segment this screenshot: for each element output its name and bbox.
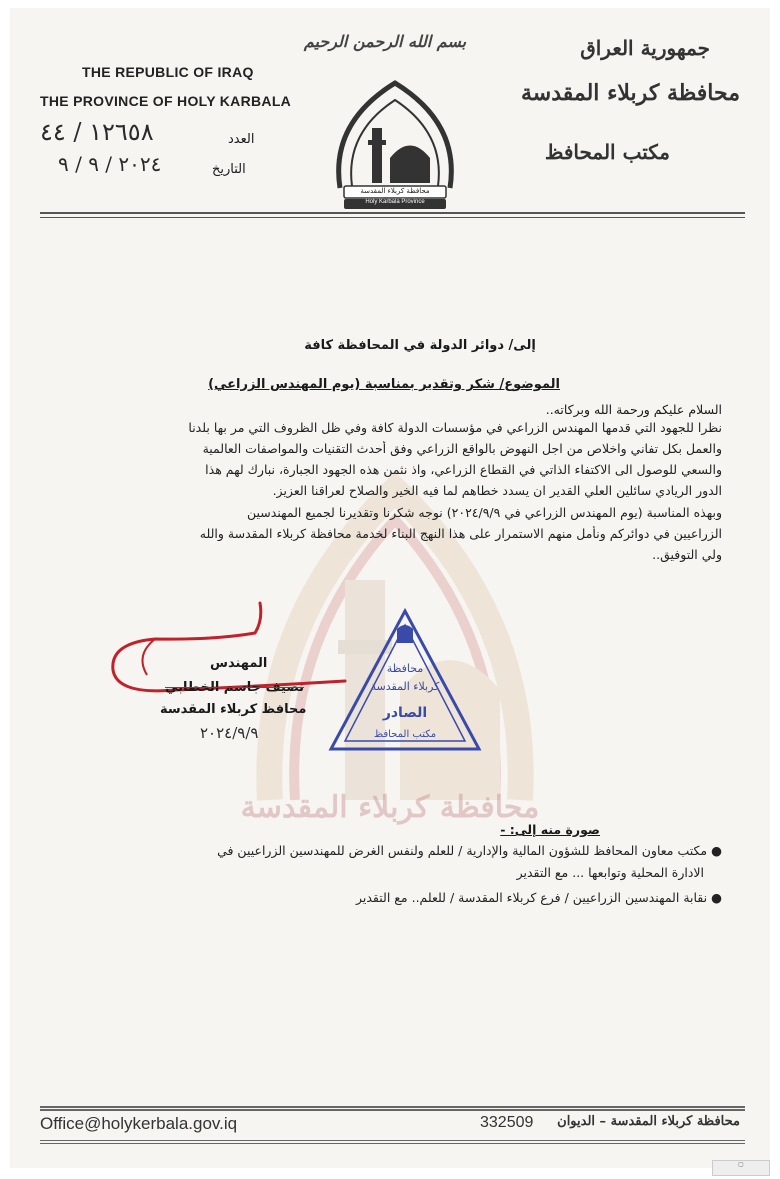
header-ar-office: مكتب المحافظ (544, 140, 670, 164)
footer-divider (40, 1106, 745, 1111)
subject: الموضوع/ شكر وتقدير بمناسبة (يوم المهندس الزراعي) (208, 377, 560, 392)
cc-item-text: نقابة المهندسين الزراعيين / فرع كربلاء المقدسة / للعلم.. مع التقدير (355, 890, 708, 905)
header-divider-thin (40, 217, 745, 218)
footer-phone: 332509 (480, 1114, 534, 1131)
header-divider (40, 212, 745, 214)
addressee: إلى/ دوائر الدولة في المحافظة كافة (304, 338, 536, 353)
cc-item-continuation (517, 865, 704, 880)
stamp-line1: محافظة (386, 662, 424, 675)
signature-position: محافظ كربلاء المقدسة (160, 702, 307, 717)
header-en-province: THE PROVINCE OF HOLY KARBALA (40, 93, 292, 109)
number-label: العدد (228, 132, 255, 147)
logo-text-en: Holy Karbala Province (365, 199, 425, 205)
cc-item-text: الادارة المحلية وتوابعها ... مع التقدير (516, 865, 704, 880)
stamp-line2: كربلاء المقدسة (370, 680, 440, 693)
date-value: ٢٠٢٤ / ٩ / ٩ (58, 152, 162, 176)
header-ar-republic: جمهورية العراق (580, 36, 710, 60)
cc-heading: صورة منه إلى: - (500, 822, 600, 837)
stamp-bottom: مكتب المحافظ (373, 729, 437, 740)
bullet-dot-icon: ● (707, 843, 722, 858)
body-line: الدور الريادي سائلين العلي القدير ان يسدد خطاهم لما فيه الخير والصلاح لعراقنا العزيز. (272, 483, 722, 498)
body-line: ولي التوفيق.. (652, 547, 722, 562)
body-line: وبهذه المناسبة (يوم المهندس الزراعي في ٢٠٢٤/٩/٩) نوجه شكرنا وتقديرنا لجميع المهندسين (247, 505, 722, 520)
signature-title: المهندس (210, 656, 268, 671)
handwritten-signature-icon (95, 595, 355, 715)
basmala: بسم الله الرحمن الرحيم (303, 32, 467, 51)
date-label: التاريخ (212, 162, 246, 177)
scanner-badge-icon: ▢ (712, 1160, 770, 1176)
signature-date: ٢٠٢٤/٩/٩ (200, 724, 259, 742)
body-line: الزراعيين في دوائركم ونأمل منهم الاستمرار على هذا النهج البناء لخدمة محافظة كربلاء المقدسة والله (199, 526, 722, 541)
stamp-label: الصادر (382, 705, 428, 721)
bullet-dot-icon: ● (707, 890, 722, 905)
body-line: والعمل بكل تفاني واخلاص من اجل النهوض بالواقع الزراعي وفق أحدث التقنيات والمواصفات العالمية (202, 441, 722, 456)
signature-name: نصيف جاسم الخطابي (165, 680, 305, 695)
footer-email: Office@holykerbala.gov.iq (40, 1114, 238, 1133)
header-ar-province: محافظة كربلاء المقدسة (520, 80, 740, 106)
cc-item-text: مكتب معاون المحافظ للشؤون المالية والإدارية / للعلم ولنفس الغرض للمهندسين الزراعيين في (217, 843, 708, 858)
logo-text-ar: محافظة كربلاء المقدسة (360, 187, 430, 195)
body-line: نظرا للجهود التي قدمها المهندس الزراعي في مؤسسات الدولة كافة وفي ظل الظروف التي مر بها بلدنا (188, 420, 722, 435)
number-value: ١٢٦٥٨ / ٤٤ (40, 118, 154, 146)
cc-item (356, 890, 722, 905)
footer-divider-bottom (40, 1140, 745, 1144)
greeting: السلام عليكم ورحمة الله وبركاته.. (545, 402, 722, 417)
watermark-text: محافظة كربلاء المقدسة (240, 790, 540, 825)
body-line: والسعي للوصول الى الاكتفاء الذاتي في القطاع الزراعي، واذ نثمن هذه الجهود الجبارة، نبارك لهم هذا (205, 462, 722, 477)
header-en-republic: THE REPUBLIC OF IRAQ (82, 64, 254, 80)
cc-item (217, 843, 722, 858)
footer-arabic: محافظة كربلاء المقدسة – الديوان (557, 1114, 740, 1129)
